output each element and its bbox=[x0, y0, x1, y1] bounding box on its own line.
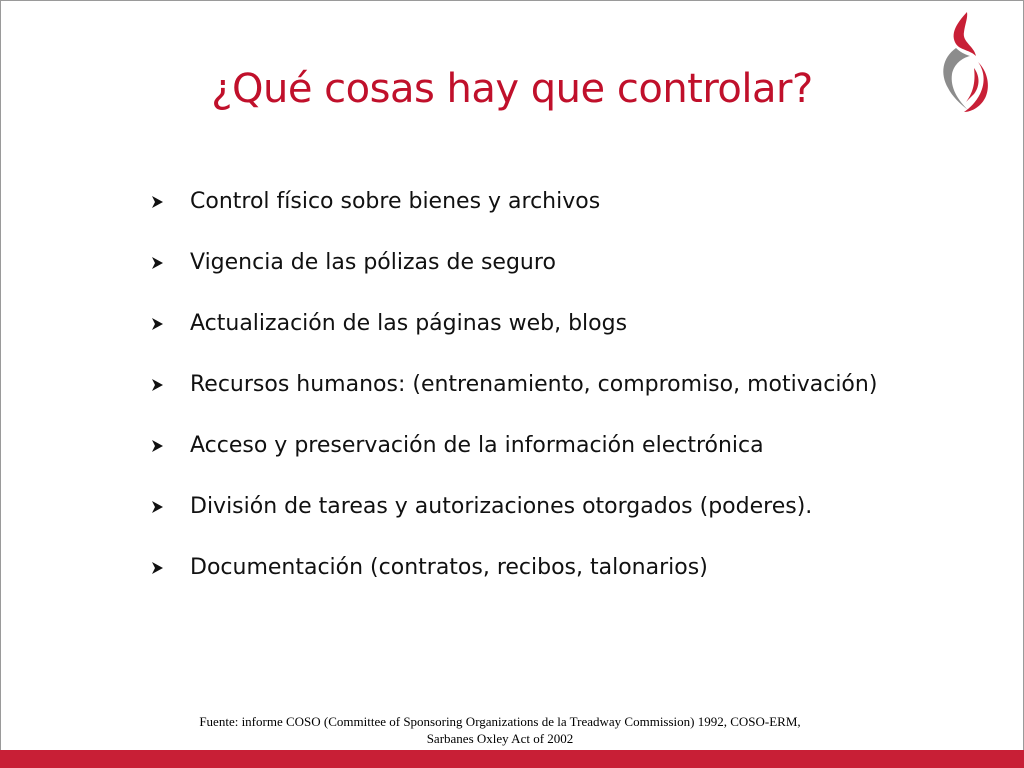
bullet-item bbox=[150, 190, 970, 214]
bullet-text: Documentación (contratos, recibos, talonarios) bbox=[190, 555, 708, 580]
bullet-text: Actualización de las páginas web, blogs bbox=[190, 311, 628, 336]
arrowhead-bullet-icon bbox=[150, 251, 190, 270]
slide-title: ¿Qué cosas hay que controlar? bbox=[211, 66, 813, 112]
footnote-line-1: Fuente: informe COSO (Committee of Sponsoring Organizations de la Treadway Commission) 1992, COSO-ERM, bbox=[199, 714, 801, 729]
arrowhead-bullet-icon bbox=[150, 556, 190, 575]
bullet-item bbox=[150, 312, 970, 336]
arrowhead-bullet-icon bbox=[150, 312, 190, 331]
footer-bar bbox=[0, 750, 1024, 768]
bullet-text: Acceso y preservación de la información electrónica bbox=[190, 433, 764, 458]
bullet-text: División de tareas y autorizaciones otorgados (poderes). bbox=[190, 494, 813, 519]
bullet-item bbox=[150, 495, 970, 519]
footnote-line-2: Sarbanes Oxley Act of 2002 bbox=[426, 731, 574, 746]
source-footnote bbox=[0, 713, 1000, 747]
arrowhead-bullet-icon bbox=[150, 495, 190, 514]
bullet-text: Vigencia de las pólizas de seguro bbox=[190, 250, 556, 275]
arrowhead-bullet-icon bbox=[150, 434, 190, 453]
arrowhead-bullet-icon bbox=[150, 190, 190, 209]
arrowhead-bullet-icon bbox=[150, 373, 190, 392]
bullet-list bbox=[150, 190, 970, 617]
bullet-item bbox=[150, 251, 970, 275]
bullet-text: Recursos humanos: (entrenamiento, compromiso, motivación) bbox=[190, 372, 878, 397]
bullet-item bbox=[150, 556, 970, 580]
bullet-text: Control físico sobre bienes y archivos bbox=[190, 189, 601, 214]
bullet-item bbox=[150, 373, 970, 397]
bullet-item bbox=[150, 434, 970, 458]
